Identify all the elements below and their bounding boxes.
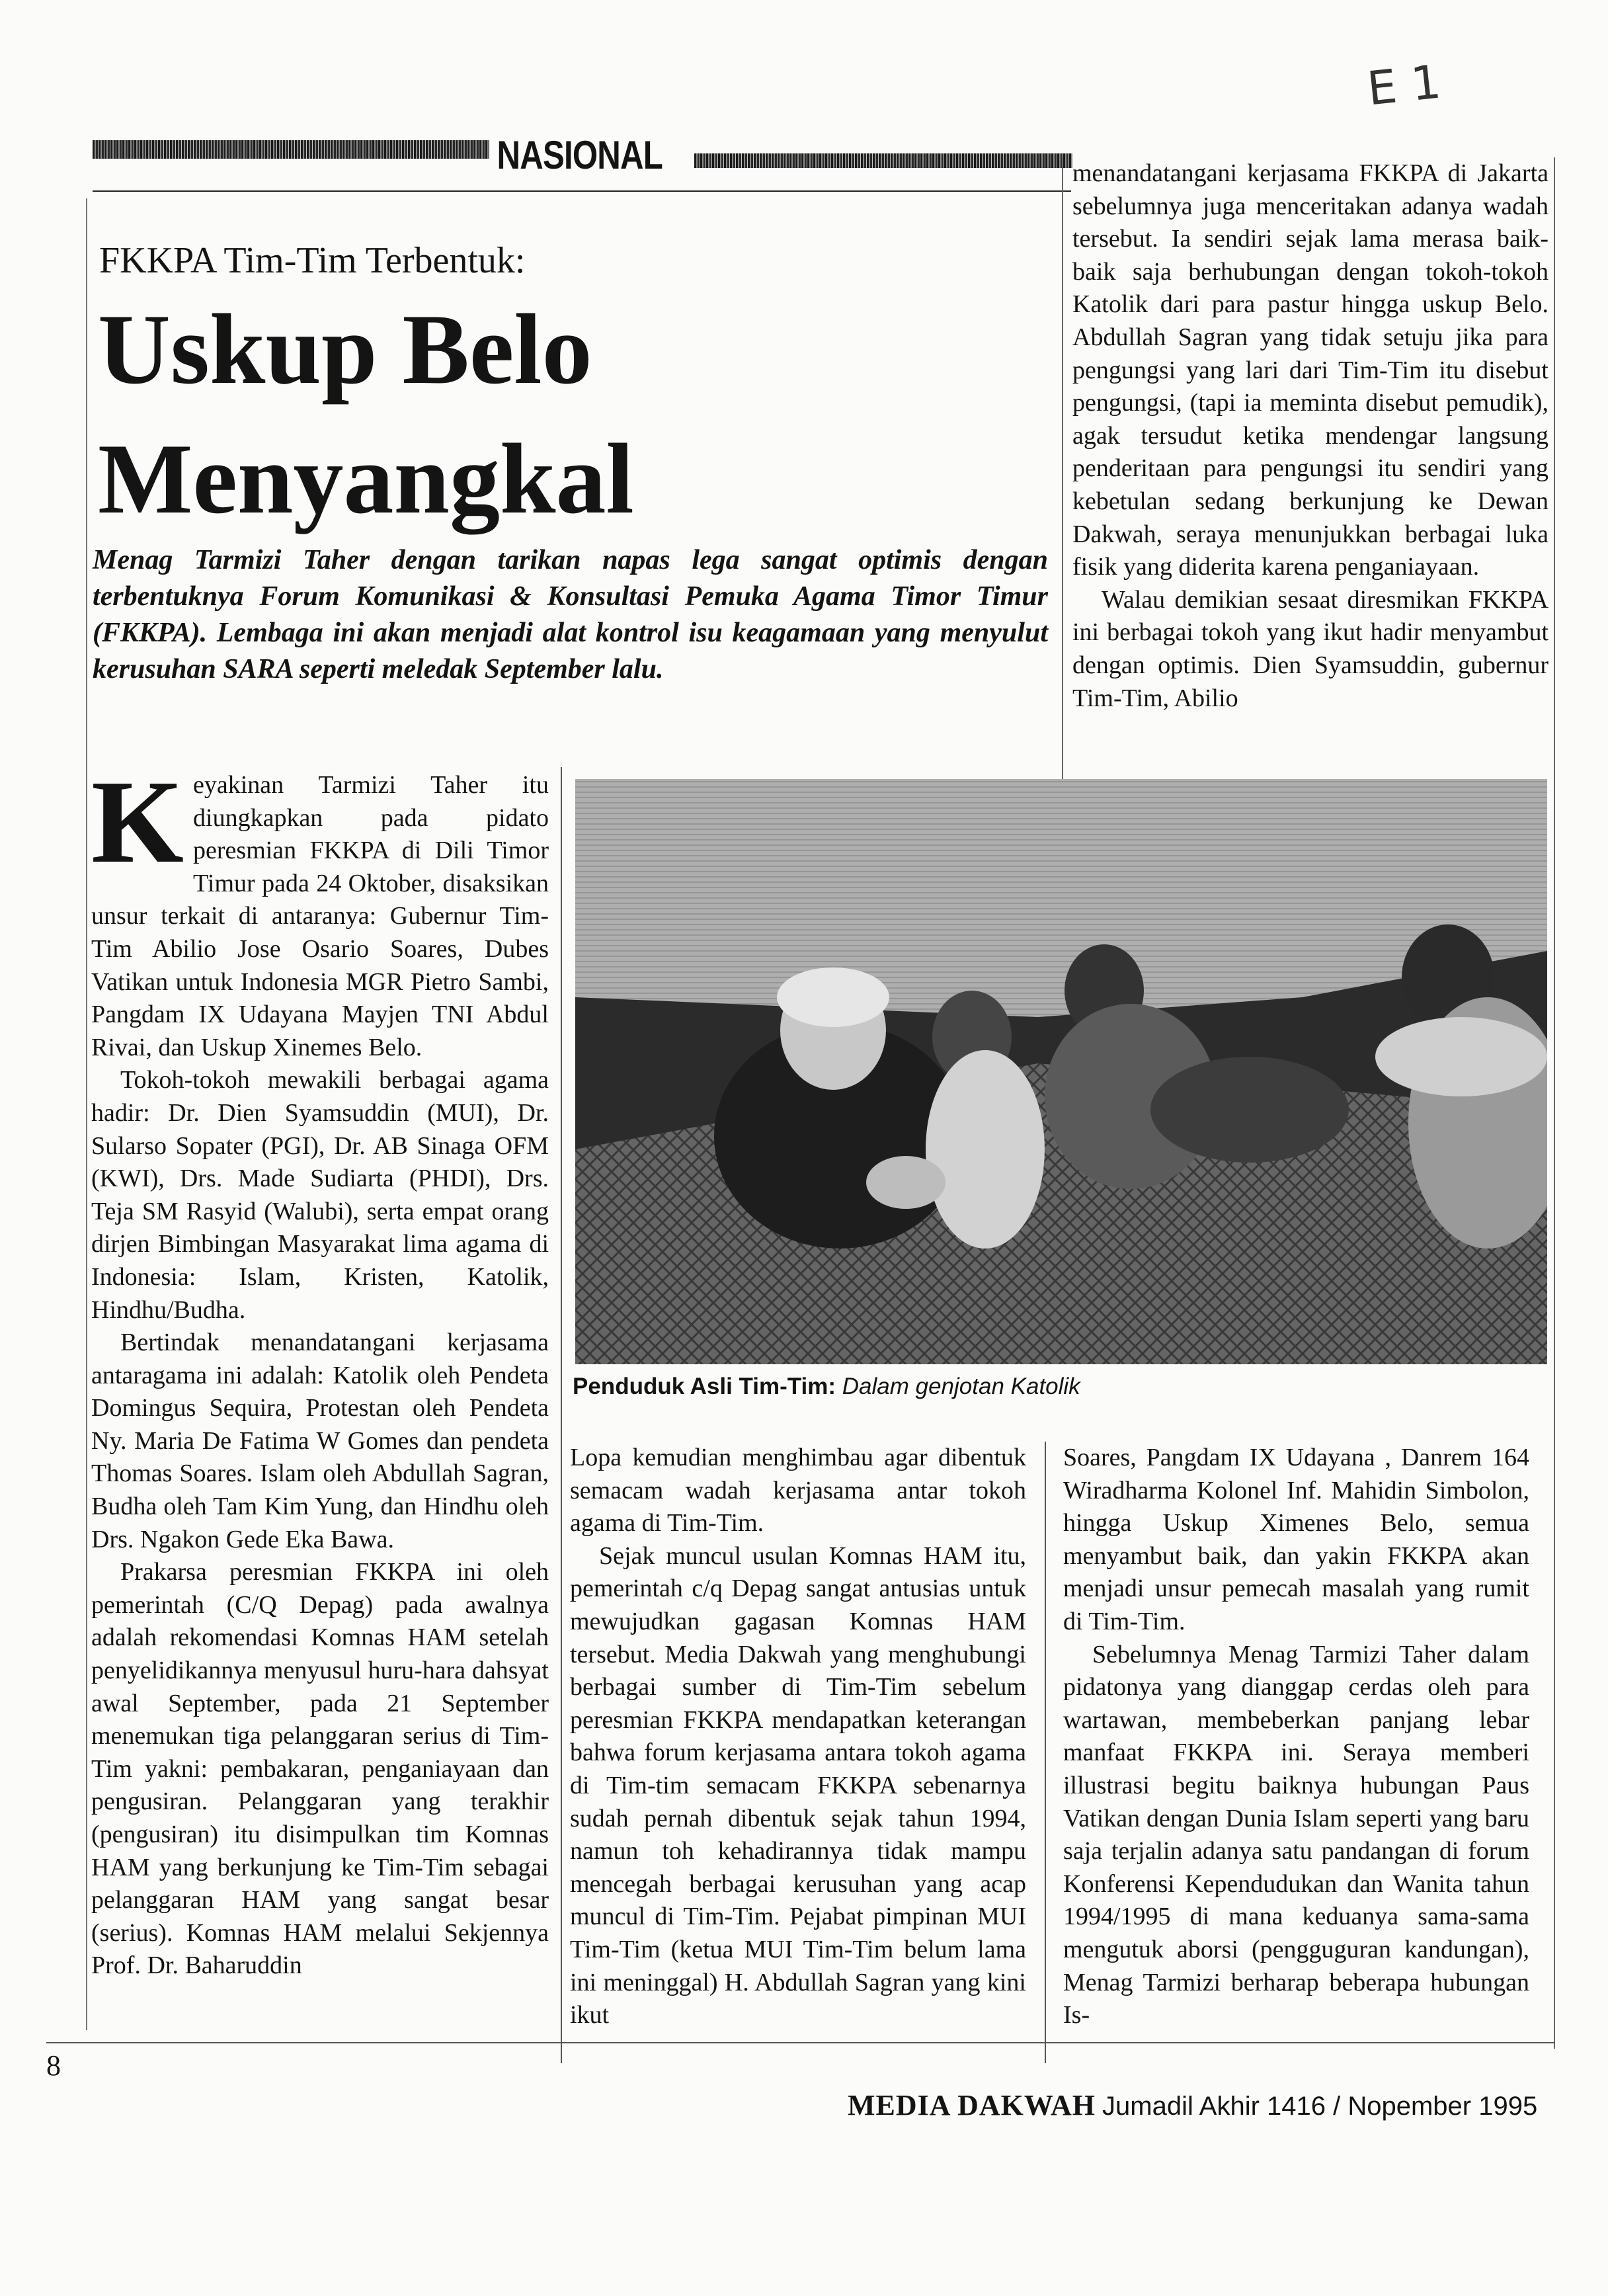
right-frame-rule xyxy=(1554,157,1555,2049)
masthead: MEDIA DAKWAH xyxy=(848,2089,1096,2121)
headline: Uskup Belo Menyangkal xyxy=(98,294,634,534)
column-3 xyxy=(1063,1442,1529,2032)
column-rule-2 xyxy=(1045,1442,1046,2063)
section-bar-left xyxy=(93,140,489,159)
column-1-paragraph xyxy=(91,756,549,1064)
column-1-paragraph: Tokoh-tokoh mewakili berbagai agama hadir: Dr. Dien Syamsuddin (MUI), Dr. Sularso Sopater (PGI), Dr. AB Sinaga OFM (KWI), Drs. Made Sudiarta (PHDI), Drs. Teja SM Rasyid (Walubi), serta empat orang dirjen Bimbingan Masyarakat lima agama di Indonesia: Islam, Kristen, Katolik, Hindhu/Budha. xyxy=(91,1066,549,1324)
header-rule xyxy=(93,190,1071,192)
left-frame-rule xyxy=(86,198,87,2030)
caption-title: Penduduk Asli Tim-Tim: xyxy=(573,1374,836,1399)
column-1-paragraph: Bertindak menandatangani kerjasama antaragama ini adalah: Katolik oleh Pendeta Domingus Sequira, Protestan oleh Pendeta Ny. Maria De Fatima W Gomes dan pendeta Thomas Soares. Islam oleh Abdullah Sagran, Budha oleh Tam Kim Yung, dan Hindhu oleh Drs. Ngakon Gede Eka Bawa. xyxy=(91,1329,549,1553)
footer-line xyxy=(848,2088,1537,2122)
bottom-rule xyxy=(46,2042,1555,2043)
column-3-paragraph: Soares, Pangdam IX Udayana , Danrem 164 Wiradharma Kolonel Inf. Mahidin Simbolon, hingga Uskup Ximenes Belo, semua menyambut baik, dan yakin FKKPA akan menjadi unsur pemecah masalah yang rumit di Tim-Tim. xyxy=(1063,1444,1529,1635)
issue-date: Jumadil Akhir 1416 / Nopember 1995 xyxy=(1102,2092,1538,2121)
photo-caption xyxy=(573,1374,1080,1400)
column-1 xyxy=(91,756,549,1983)
column-2 xyxy=(570,1442,1026,2032)
column-1-paragraph: Prakarsa peresmian FKKPA ini oleh pemerintah (C/Q Depag) pada awalnya adalah rekomendasi Komnas HAM setelah penyelidikannya menyusul huru-hara dahsyat awal September, pada 21 September menemukan tiga pelanggaran serius di Tim-Tim yakni: pembakaran, penganiayaan dan pengusiran. Pelanggaran yang terakhir (pengusiran) itu disimpulkan tim Komnas HAM yang berkunjung ke Tim-Tim sebagai pelanggaran HAM yang sangat besar (serius). Komnas HAM melalui Sekjennya Prof. Dr. Baharuddin xyxy=(91,1558,549,1980)
column-2-paragraph: Sejak muncul usulan Komnas HAM itu, pemerintah c/q Depag sangat antusias untuk mewujudkan gagasan Komnas HAM tersebut. Media Dakwah yang menghubungi berbagai sumber di Tim-Tim sebelum peresmian FKKPA mendapatkan keterangan bahwa forum kerjasama antara tokoh agama di Tim-tim semacam FKKPA sebenarnya sudah pernah dibentuk sejak tahun 1994, namun toh kehadirannya tidak mampu mencegah berbagai kerusuhan yang acap muncul di Tim-Tim. Pejabat pimpinan MUI Tim-Tim (ketua MUI Tim-Tim belum lama ini meninggal) H. Abdullah Sagran yang kini ikut xyxy=(570,1541,1026,2030)
page-number: 8 xyxy=(46,2049,61,2082)
column-2-paragraph: Lopa kemudian menghimbau agar dibentuk semacam wadah kerjasama antar tokoh agama di Tim-Tim. xyxy=(570,1444,1026,1538)
column-right-paragraph: menandatangani kerjasama FKKPA di Jakarta sebelumnya juga menceritakan adanya wadah tersebut. Ia sendiri sejak lama merasa baik-baik saja berhubungan dengan tokoh-tokoh Katolik dari para pastur hingga uskup Belo. Abdullah Sagran yang tidak setuju jika para pengungsi yang lari dari Tim-Tim itu disebut pengungsi, (tapi ia meminta disebut pemudik), agak tersudut ketika mendengar langsung penderitaan para pengungsi itu sendiri yang kebetulan sedang berkunjung ke Dewan Dakwah, seraya menunjukkan berbagai luka fisik yang diderita karena penganiayaan. xyxy=(1072,159,1548,581)
handwritten-mark: E 1 xyxy=(1365,54,1443,116)
section-label: NASIONAL xyxy=(493,132,667,178)
photo-image xyxy=(575,779,1547,1364)
kicker: FKKPA Tim-Tim Terbentuk: xyxy=(99,240,526,281)
drop-cap: K xyxy=(91,756,184,887)
column-rule-1 xyxy=(561,767,562,2063)
column-right-paragraph: Walau demikian sesaat diresmikan FKKPA ini berbagai tokoh yang ikut hadir menyambut dengan optimis. Dien Syamsuddin, gubernur Tim-Tim, Abilio xyxy=(1072,585,1548,712)
section-bar-right xyxy=(694,153,1072,168)
photo-people-seated xyxy=(575,779,1547,1364)
column-3-paragraph: Sebelumnya Menag Tarmizi Taher dalam pidatonya yang dianggap cerdas oleh para wartawan, membeberkan panjang lebar manfaat FKKPA ini. Seraya memberi illustrasi begitu baiknya hubungan Paus Vatikan dengan Dunia Islam seperti yang baru saja terjalin adanya satu pandangan di forum Konferensi Kependudukan dan Wanita tahun 1994/1995 di mana keduanya sama-sama mengutuk aborsi (pengguguran kandungan), Menag Tarmizi berharap beberapa hubungan Is- xyxy=(1063,1640,1529,2030)
column-1-first-text: eyakinan Tarmizi Taher itu diungkapkan pada pidato peresmian FKKPA di Dili Timor Timur pada 24 Oktober, disaksikan unsur terkait di antaranya: Gubernur Tim-Tim Abilio Jose Osario Soares, Dubes Vatikan untuk Indonesia MGR Pietro Sambi, Pangdam IX Udayana Mayjen TNI Abdul Rivai, dan Uskup Xinemes Belo. xyxy=(91,771,549,1061)
lead-paragraph: Menag Tarmizi Taher dengan tarikan napas lega sangat optimis dengan terbentuknya Forum Komunikasi & Konsultasi Pemuka Agama Timor Timur (FKKPA). Lembaga ini akan menjadi alat kontrol isu keagamaan yang menyulut kerusuhan SARA seperti meledak September lalu. xyxy=(93,545,1048,684)
column-right xyxy=(1072,157,1548,715)
caption-text: Dalam genjotan Katolik xyxy=(842,1374,1080,1399)
column-rule-right-top xyxy=(1062,157,1063,779)
